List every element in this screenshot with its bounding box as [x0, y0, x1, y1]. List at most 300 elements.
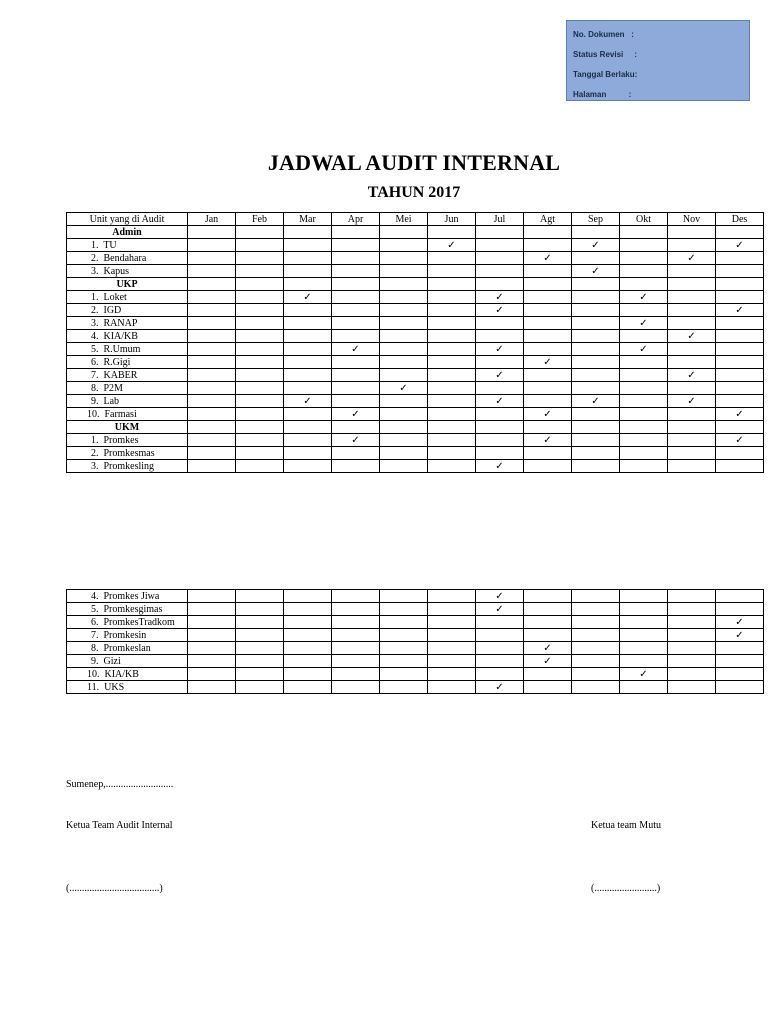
section-row [67, 226, 764, 239]
schedule-cell [572, 460, 620, 473]
unit-name-cell: 6. PromkesTradkom [67, 616, 188, 629]
schedule-cell [716, 603, 764, 616]
schedule-cell [188, 330, 236, 343]
schedule-cell [332, 356, 380, 369]
schedule-cell [620, 642, 668, 655]
schedule-cell [332, 317, 380, 330]
schedule-cell [572, 655, 620, 668]
schedule-cell [620, 447, 668, 460]
schedule-cell [332, 278, 380, 291]
schedule-cell [572, 252, 620, 265]
schedule-cell [428, 616, 476, 629]
audit-schedule-table-continued [66, 589, 764, 694]
check-mark: ✓ [620, 668, 668, 681]
schedule-cell [524, 395, 572, 408]
schedule-cell [620, 239, 668, 252]
schedule-cell [188, 304, 236, 317]
unit-name-cell: 10. Farmasi [67, 408, 188, 421]
schedule-cell [236, 590, 284, 603]
schedule-cell [476, 668, 524, 681]
unit-name-cell: 3. Kapus [67, 265, 188, 278]
schedule-cell [716, 681, 764, 694]
schedule-cell [524, 265, 572, 278]
schedule-cell [668, 655, 716, 668]
schedule-cell [716, 460, 764, 473]
schedule-cell [380, 421, 428, 434]
unit-name-cell: 2. IGD [67, 304, 188, 317]
schedule-cell [380, 642, 428, 655]
schedule-cell [428, 317, 476, 330]
schedule-cell [668, 421, 716, 434]
schedule-cell [668, 239, 716, 252]
schedule-cell [524, 681, 572, 694]
unit-name-cell: 7. Promkesin [67, 629, 188, 642]
schedule-cell [620, 434, 668, 447]
schedule-cell [284, 239, 332, 252]
schedule-cell [428, 668, 476, 681]
schedule-cell [668, 382, 716, 395]
schedule-cell [236, 239, 284, 252]
check-mark: ✓ [476, 291, 524, 304]
schedule-cell [380, 278, 428, 291]
schedule-cell [284, 252, 332, 265]
schedule-cell [620, 356, 668, 369]
check-mark: ✓ [620, 291, 668, 304]
check-mark: ✓ [380, 382, 428, 395]
schedule-cell [428, 343, 476, 356]
schedule-cell [236, 265, 284, 278]
table-row [67, 369, 764, 382]
document-info-box [566, 20, 750, 101]
table-row [67, 317, 764, 330]
table-row [67, 356, 764, 369]
check-mark: ✓ [284, 395, 332, 408]
place-date-line: Sumenep,........................... [66, 779, 174, 790]
schedule-cell [428, 278, 476, 291]
schedule-cell [524, 304, 572, 317]
schedule-cell [572, 629, 620, 642]
schedule-cell [716, 421, 764, 434]
schedule-cell [428, 629, 476, 642]
schedule-cell [716, 317, 764, 330]
schedule-cell [188, 252, 236, 265]
schedule-cell [284, 642, 332, 655]
schedule-cell [284, 655, 332, 668]
schedule-cell [668, 226, 716, 239]
schedule-cell [572, 681, 620, 694]
check-mark: ✓ [332, 408, 380, 421]
schedule-cell [284, 369, 332, 382]
check-mark: ✓ [524, 642, 572, 655]
schedule-cell [284, 330, 332, 343]
schedule-cell [524, 369, 572, 382]
table-row [67, 252, 764, 265]
schedule-cell [668, 642, 716, 655]
schedule-cell [668, 616, 716, 629]
schedule-cell [332, 226, 380, 239]
schedule-cell [572, 278, 620, 291]
schedule-cell [380, 408, 428, 421]
schedule-cell [236, 343, 284, 356]
schedule-cell [620, 616, 668, 629]
schedule-cell [284, 421, 332, 434]
schedule-cell [668, 460, 716, 473]
schedule-cell [668, 668, 716, 681]
schedule-cell [476, 356, 524, 369]
check-mark: ✓ [668, 369, 716, 382]
table-row [67, 291, 764, 304]
schedule-cell [188, 434, 236, 447]
schedule-cell [332, 369, 380, 382]
schedule-cell [332, 655, 380, 668]
unit-name-cell: 9. Lab [67, 395, 188, 408]
unit-name-cell: 9. Gizi [67, 655, 188, 668]
schedule-cell [476, 434, 524, 447]
schedule-cell [332, 460, 380, 473]
schedule-cell [236, 616, 284, 629]
column-header-mei: Mei [380, 213, 428, 226]
schedule-cell [476, 252, 524, 265]
schedule-cell [284, 681, 332, 694]
revision-status-label: Status Revisi : [573, 49, 638, 59]
schedule-cell [620, 460, 668, 473]
unit-name-cell: 8. P2M [67, 382, 188, 395]
column-header-agt: Agt [524, 213, 572, 226]
schedule-cell [380, 603, 428, 616]
schedule-cell [716, 252, 764, 265]
schedule-cell [572, 317, 620, 330]
schedule-cell [620, 421, 668, 434]
schedule-cell [572, 226, 620, 239]
schedule-cell [380, 291, 428, 304]
schedule-cell [284, 616, 332, 629]
schedule-cell [668, 356, 716, 369]
schedule-cell [332, 382, 380, 395]
schedule-cell [716, 382, 764, 395]
schedule-cell [284, 668, 332, 681]
schedule-cell [524, 343, 572, 356]
schedule-cell [572, 291, 620, 304]
schedule-cell [668, 590, 716, 603]
page-title: JADWAL AUDIT INTERNAL [267, 150, 561, 175]
schedule-cell [284, 603, 332, 616]
schedule-cell [668, 447, 716, 460]
schedule-cell [620, 408, 668, 421]
schedule-cell [380, 369, 428, 382]
schedule-cell [668, 317, 716, 330]
unit-name-cell: 10. KIA/KB [67, 668, 188, 681]
schedule-cell [236, 356, 284, 369]
schedule-cell [188, 291, 236, 304]
schedule-cell [668, 265, 716, 278]
schedule-cell [572, 421, 620, 434]
schedule-cell [428, 330, 476, 343]
schedule-cell [668, 291, 716, 304]
schedule-cell [524, 382, 572, 395]
schedule-cell [188, 590, 236, 603]
schedule-cell [284, 343, 332, 356]
schedule-cell [188, 265, 236, 278]
check-mark: ✓ [716, 304, 764, 317]
schedule-cell [476, 382, 524, 395]
schedule-cell [188, 421, 236, 434]
schedule-cell [236, 291, 284, 304]
schedule-cell [284, 629, 332, 642]
check-mark: ✓ [668, 252, 716, 265]
schedule-cell [236, 252, 284, 265]
schedule-cell [428, 369, 476, 382]
schedule-cell [620, 629, 668, 642]
right-signature-line: (.........................) [591, 883, 661, 894]
schedule-cell [188, 278, 236, 291]
table-row [67, 447, 764, 460]
table-row [67, 434, 764, 447]
schedule-cell [716, 291, 764, 304]
check-mark: ✓ [572, 265, 620, 278]
schedule-cell [236, 603, 284, 616]
table-row [67, 408, 764, 421]
effective-date-label: Tanggal Berlaku: [573, 69, 638, 79]
schedule-cell [428, 447, 476, 460]
schedule-cell [524, 278, 572, 291]
schedule-cell [476, 616, 524, 629]
schedule-cell [668, 408, 716, 421]
table-row [67, 655, 764, 668]
table-row [67, 239, 764, 252]
unit-name-cell: 3. Promkesling [67, 460, 188, 473]
schedule-cell [476, 642, 524, 655]
schedule-cell [572, 356, 620, 369]
unit-name-cell: 1. Promkes [67, 434, 188, 447]
schedule-cell [428, 304, 476, 317]
right-signatory-title: Ketua team Mutu [591, 820, 661, 831]
audit-schedule-table [66, 212, 764, 473]
schedule-cell [236, 655, 284, 668]
schedule-cell [572, 408, 620, 421]
schedule-cell [236, 629, 284, 642]
schedule-cell [716, 655, 764, 668]
table-row [67, 616, 764, 629]
schedule-cell [236, 317, 284, 330]
schedule-cell [236, 226, 284, 239]
schedule-cell [188, 317, 236, 330]
column-header-sep: Sep [572, 213, 620, 226]
schedule-cell [620, 590, 668, 603]
column-header-apr: Apr [332, 213, 380, 226]
schedule-cell [620, 382, 668, 395]
schedule-cell [188, 447, 236, 460]
table-row [67, 629, 764, 642]
schedule-cell [428, 460, 476, 473]
schedule-cell [332, 252, 380, 265]
schedule-cell [524, 226, 572, 239]
schedule-cell [524, 668, 572, 681]
schedule-cell [476, 239, 524, 252]
schedule-cell [380, 668, 428, 681]
schedule-cell [428, 642, 476, 655]
column-header-des: Des [716, 213, 764, 226]
check-mark: ✓ [476, 343, 524, 356]
schedule-cell [188, 642, 236, 655]
schedule-cell [332, 642, 380, 655]
check-mark: ✓ [572, 395, 620, 408]
schedule-cell [476, 408, 524, 421]
doc-number-label: No. Dokumen : [573, 29, 634, 39]
schedule-cell [188, 382, 236, 395]
schedule-cell [332, 590, 380, 603]
schedule-cell [572, 642, 620, 655]
schedule-cell [428, 265, 476, 278]
schedule-cell [188, 226, 236, 239]
schedule-cell [668, 434, 716, 447]
schedule-cell [716, 447, 764, 460]
schedule-cell [284, 408, 332, 421]
schedule-cell [620, 226, 668, 239]
schedule-cell [620, 681, 668, 694]
unit-name-cell: 4. Promkes Jiwa [67, 590, 188, 603]
unit-name-cell: 7. KABER [67, 369, 188, 382]
page-label: Halaman : [573, 89, 632, 99]
schedule-cell [284, 382, 332, 395]
page-row [573, 84, 743, 104]
left-signatory-title: Ketua Team Audit Internal [66, 820, 173, 831]
schedule-cell [188, 460, 236, 473]
table-row [67, 603, 764, 616]
schedule-cell [620, 265, 668, 278]
schedule-cell [716, 265, 764, 278]
schedule-cell [188, 343, 236, 356]
column-header-feb: Feb [236, 213, 284, 226]
schedule-cell [236, 369, 284, 382]
check-mark: ✓ [716, 616, 764, 629]
table-row [67, 681, 764, 694]
schedule-cell [524, 460, 572, 473]
schedule-cell [428, 395, 476, 408]
schedule-cell [620, 395, 668, 408]
table-row [67, 382, 764, 395]
schedule-cell [572, 304, 620, 317]
schedule-cell [428, 408, 476, 421]
schedule-cell [668, 278, 716, 291]
unit-name-cell: 1. TU [67, 239, 188, 252]
check-mark: ✓ [332, 343, 380, 356]
schedule-cell [476, 629, 524, 642]
revision-status-row [573, 44, 743, 64]
schedule-cell [716, 642, 764, 655]
schedule-cell [236, 395, 284, 408]
schedule-cell [428, 252, 476, 265]
schedule-cell [428, 291, 476, 304]
schedule-cell [284, 434, 332, 447]
check-mark: ✓ [476, 590, 524, 603]
schedule-cell [620, 252, 668, 265]
check-mark: ✓ [620, 343, 668, 356]
schedule-cell [236, 681, 284, 694]
schedule-cell [284, 304, 332, 317]
check-mark: ✓ [476, 369, 524, 382]
schedule-cell [428, 590, 476, 603]
left-signature-line: (....................................) [66, 883, 163, 894]
schedule-cell [332, 239, 380, 252]
table-row [67, 265, 764, 278]
table-row [67, 668, 764, 681]
schedule-cell [380, 616, 428, 629]
check-mark: ✓ [476, 603, 524, 616]
schedule-cell [380, 460, 428, 473]
schedule-cell [380, 265, 428, 278]
table-row [67, 642, 764, 655]
schedule-cell [476, 421, 524, 434]
unit-name-cell: 4. KIA/KB [67, 330, 188, 343]
schedule-cell [476, 226, 524, 239]
schedule-cell [236, 408, 284, 421]
schedule-cell [380, 447, 428, 460]
check-mark: ✓ [332, 434, 380, 447]
unit-name-cell: 2. Bendahara [67, 252, 188, 265]
schedule-cell [188, 668, 236, 681]
schedule-cell [716, 356, 764, 369]
schedule-cell [332, 291, 380, 304]
schedule-cell [332, 603, 380, 616]
schedule-cell [428, 603, 476, 616]
schedule-cell [188, 603, 236, 616]
schedule-cell [572, 369, 620, 382]
check-mark: ✓ [716, 239, 764, 252]
schedule-cell [476, 330, 524, 343]
schedule-cell [428, 226, 476, 239]
schedule-cell [380, 330, 428, 343]
schedule-cell [524, 291, 572, 304]
unit-name-cell: 1. Loket [67, 291, 188, 304]
schedule-cell [236, 460, 284, 473]
schedule-cell [284, 265, 332, 278]
schedule-cell [380, 395, 428, 408]
schedule-cell [428, 434, 476, 447]
schedule-cell [332, 265, 380, 278]
schedule-cell [332, 629, 380, 642]
schedule-cell [572, 330, 620, 343]
schedule-cell [332, 616, 380, 629]
page-subtitle: TAHUN 2017 [367, 184, 461, 201]
section-label: UKP [67, 278, 188, 291]
schedule-cell [188, 356, 236, 369]
check-mark: ✓ [716, 408, 764, 421]
doc-number-row [573, 24, 743, 44]
schedule-cell [380, 629, 428, 642]
schedule-cell [188, 681, 236, 694]
column-header-jan: Jan [188, 213, 236, 226]
schedule-cell [524, 447, 572, 460]
table-row [67, 460, 764, 473]
schedule-cell [620, 304, 668, 317]
schedule-cell [524, 629, 572, 642]
table-row [67, 395, 764, 408]
check-mark: ✓ [668, 330, 716, 343]
unit-name-cell: 5. R.Umum [67, 343, 188, 356]
unit-name-cell: 6. R.Gigi [67, 356, 188, 369]
schedule-cell [380, 434, 428, 447]
schedule-cell [716, 226, 764, 239]
schedule-cell [524, 330, 572, 343]
table-row [67, 304, 764, 317]
unit-name-cell: 8. Promkeslan [67, 642, 188, 655]
schedule-cell [188, 239, 236, 252]
schedule-cell [716, 590, 764, 603]
schedule-cell [236, 278, 284, 291]
schedule-cell [524, 239, 572, 252]
check-mark: ✓ [476, 681, 524, 694]
schedule-cell [380, 681, 428, 694]
